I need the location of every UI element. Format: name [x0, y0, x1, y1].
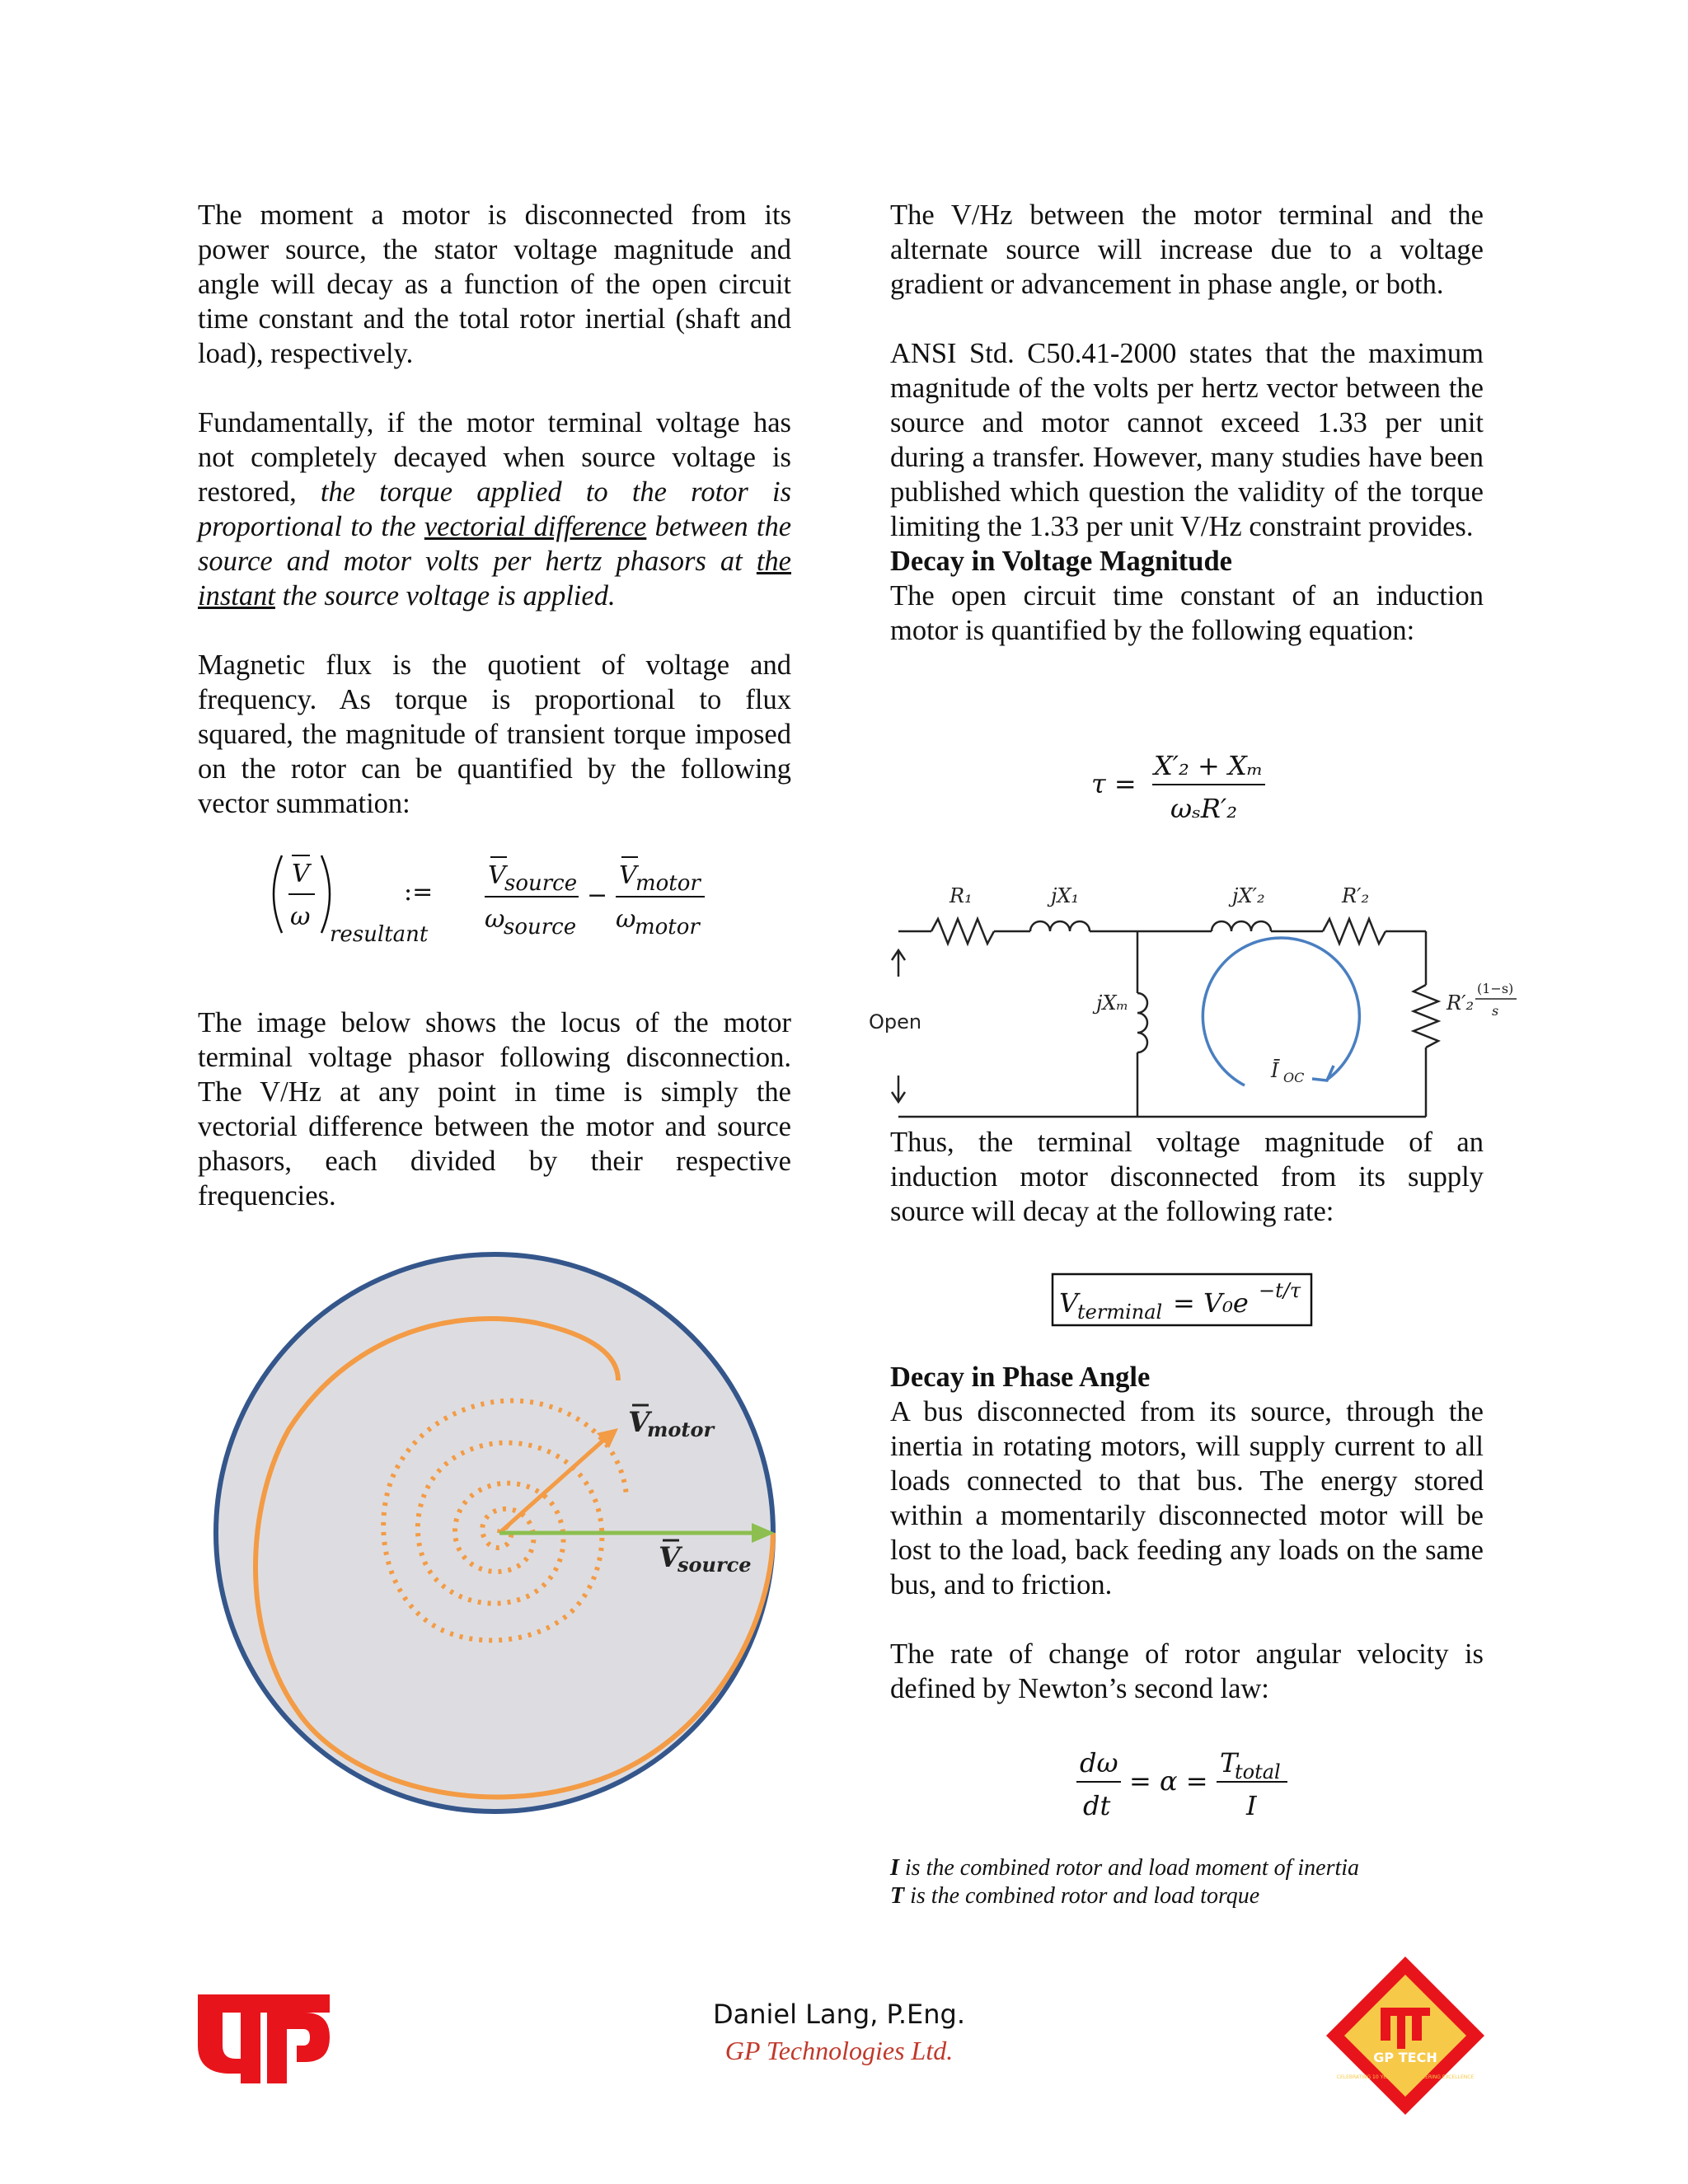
- label-rload-den: s: [1492, 1003, 1499, 1019]
- r2-resistor: [1323, 919, 1386, 944]
- right-paragraph-4: Thus, the terminal voltage magnitude of an induction motor disconnected from its supply source will decay at the following rate:: [890, 1127, 1484, 1227]
- p2-underlined-the-instant: the instant: [198, 546, 791, 612]
- note-torque-text: is the combined rotor and load torque: [910, 1883, 1260, 1909]
- note-inertia-symbol: I: [890, 1855, 899, 1881]
- right-paragraph-6: The rate of change of rotor angular velocity is defined by Newton’s second law:: [890, 1638, 1484, 1704]
- eq-t-total: T: [1220, 1747, 1238, 1779]
- eq-tau-den: ωₛR′₂: [1170, 793, 1238, 824]
- vterminal-equation: [1051, 1269, 1315, 1331]
- right-paragraph-5: A bus disconnected from its source, through the inertia in rotating motors, will supply current to all loads connected to that bus. The energy stored within a momentarily disconnected motor will be lost to the load, back feeding any loads on the same bus, and to friction.: [890, 1396, 1484, 1601]
- eq-minus: −: [587, 881, 608, 910]
- eq-v-source: V: [488, 861, 506, 890]
- gp-logo: [198, 1994, 330, 2085]
- note-inertia-text: is the combined rotor and load moment of inertia: [904, 1855, 1360, 1881]
- p2-underlined-vectorial-difference: vectorial difference: [424, 511, 647, 542]
- label-jx1: jX₁: [1051, 884, 1080, 907]
- eq-alpha: = α =: [1129, 1765, 1208, 1797]
- left-paragraph-4-block: [198, 1005, 791, 1213]
- eq-w-source-sub: source: [504, 915, 577, 940]
- note-torque-symbol: T: [890, 1883, 905, 1909]
- tau-equation: [1088, 742, 1302, 832]
- jxm-inductor: [1137, 993, 1147, 1052]
- eq-vterm-exp: −t/τ: [1259, 1279, 1301, 1302]
- left-paragraph-2: [198, 405, 791, 613]
- label-ioc-sub: OC: [1283, 1070, 1305, 1085]
- eq-vterm-rhs: = V₀e: [1173, 1287, 1249, 1319]
- badge-ring-text: CELEBRATING 10 YEARS OF ENGINEERING EXCELLENCE: [1336, 2074, 1475, 2080]
- label-v-source-sub: source: [678, 1553, 752, 1577]
- label-v-motor-sub: motor: [647, 1418, 715, 1441]
- left-paragraph-4: The image below shows the locus of the motor terminal voltage phasor following disconnection. The V/Hz at any point in time is simply the vectorial difference between the motor and source phasors, each divided by their respective frequencies.: [198, 1007, 791, 1212]
- heading-voltage-decay: Decay in Voltage Magnitude: [890, 546, 1232, 577]
- eq-resultant-omega: ω: [290, 902, 311, 931]
- label-jxm: jXₘ: [1096, 991, 1129, 1015]
- equivalent-circuit: [865, 869, 1550, 1125]
- eq-w-motor-sub: motor: [635, 915, 700, 940]
- jx2-inductor: [1212, 921, 1271, 931]
- note-torque: [890, 1882, 1359, 1910]
- resultant-equation: [264, 849, 725, 964]
- label-open: Open: [869, 1010, 922, 1033]
- label-r1: R₁: [950, 884, 973, 907]
- p2-italic-2: between the source and motor volts per hertz phasors at: [198, 511, 792, 577]
- heading-phase-angle-decay: Decay in Phase Angle: [890, 1361, 1151, 1393]
- anniversary-badge: [1323, 1953, 1488, 2118]
- eq-inertia: I: [1246, 1790, 1257, 1821]
- left-paragraph-3: Magnetic flux is the quotient of voltage and frequency. As torque is proportional to flux squared, the magnitude of transient torque imposed on the rotor can be quantified by the following vector summation:: [198, 649, 791, 819]
- label-v-source: V: [659, 1541, 681, 1574]
- newton-equation: [1071, 1739, 1319, 1830]
- note-inertia: [890, 1854, 1359, 1882]
- badge-label: GP TECH: [1373, 2050, 1437, 2065]
- ioc-loop-arrow: [1203, 938, 1359, 1085]
- right-paragraph-3: The open circuit time constant of an induction motor is quantified by the following equation:: [890, 580, 1484, 646]
- eq-t-total-sub: total: [1235, 1760, 1281, 1783]
- eq-tau: τ =: [1091, 768, 1137, 799]
- label-rload-num: (1−s): [1477, 981, 1514, 996]
- eq-w-motor: ω: [616, 905, 636, 934]
- left-paragraph-1: The moment a motor is disconnected from its power source, the stator voltage magnitude and angle will decay as a function of the open circuit time constant and the total rotor inertial (shaft and load), respectively.: [198, 199, 791, 369]
- right-paragraph-1: The V/Hz between the motor terminal and the alternate source will increase due to a voltage gradient or advancement in phase angle, or both.: [890, 199, 1484, 300]
- p2-italic: the torque applied to the rotor is proportional to the: [198, 476, 792, 542]
- footer-credits: [592, 1996, 1086, 2069]
- label-jx2: jX′₂: [1232, 884, 1265, 907]
- eq-resultant-v: V: [292, 860, 310, 888]
- p2-plain: Fundamentally, if the motor terminal voltage has not completely decayed when source voltage is restored,: [198, 407, 791, 508]
- p2-italic-3: the source voltage is applied.: [282, 580, 616, 612]
- eq-v-source-sub: source: [504, 871, 578, 896]
- right-lower-block: [890, 1360, 1484, 1706]
- right-paragraph-2: ANSI Std. C50.41-2000 states that the maximum magnitude of the volts per hertz vector between the source and motor cannot exceed 1.33 per unit during a transfer. However, many studies have been published which question the validity of the torque limiting the 1.33 per unit V/Hz constraint provides.: [890, 338, 1484, 542]
- eq-assign: :=: [404, 878, 434, 907]
- eq-vterm-sub: terminal: [1077, 1301, 1163, 1324]
- eq-v-motor: V: [619, 861, 637, 890]
- footer-author: Daniel Lang, P.Eng.: [712, 1999, 965, 2030]
- variable-notes: [890, 1854, 1359, 1910]
- r1-resistor: [931, 919, 994, 944]
- label-v-motor: V: [628, 1406, 650, 1439]
- label-rload: R′₂: [1447, 991, 1475, 1015]
- eq-v-motor-sub: motor: [635, 871, 701, 896]
- label-r2: R′₂: [1342, 884, 1370, 907]
- jx1-inductor: [1030, 921, 1090, 931]
- eq-w-source: ω: [485, 905, 505, 934]
- eq-vterm-lhs: V: [1059, 1287, 1079, 1319]
- right-column: [890, 198, 1484, 648]
- eq-dw: dω: [1080, 1747, 1118, 1779]
- left-column: [198, 198, 791, 821]
- rload-resistor: [1414, 985, 1438, 1047]
- eq-resultant-sub: resultant: [330, 922, 429, 947]
- phasor-locus-diagram: [206, 1249, 783, 1825]
- eq-dt: dt: [1083, 1790, 1111, 1821]
- footer-company: GP Technologies Ltd.: [724, 2036, 954, 2065]
- right-paragraph-4-block: [890, 1125, 1484, 1229]
- label-ioc: Ī: [1271, 1059, 1279, 1082]
- eq-tau-num: X′₂ + Xₘ: [1154, 750, 1264, 781]
